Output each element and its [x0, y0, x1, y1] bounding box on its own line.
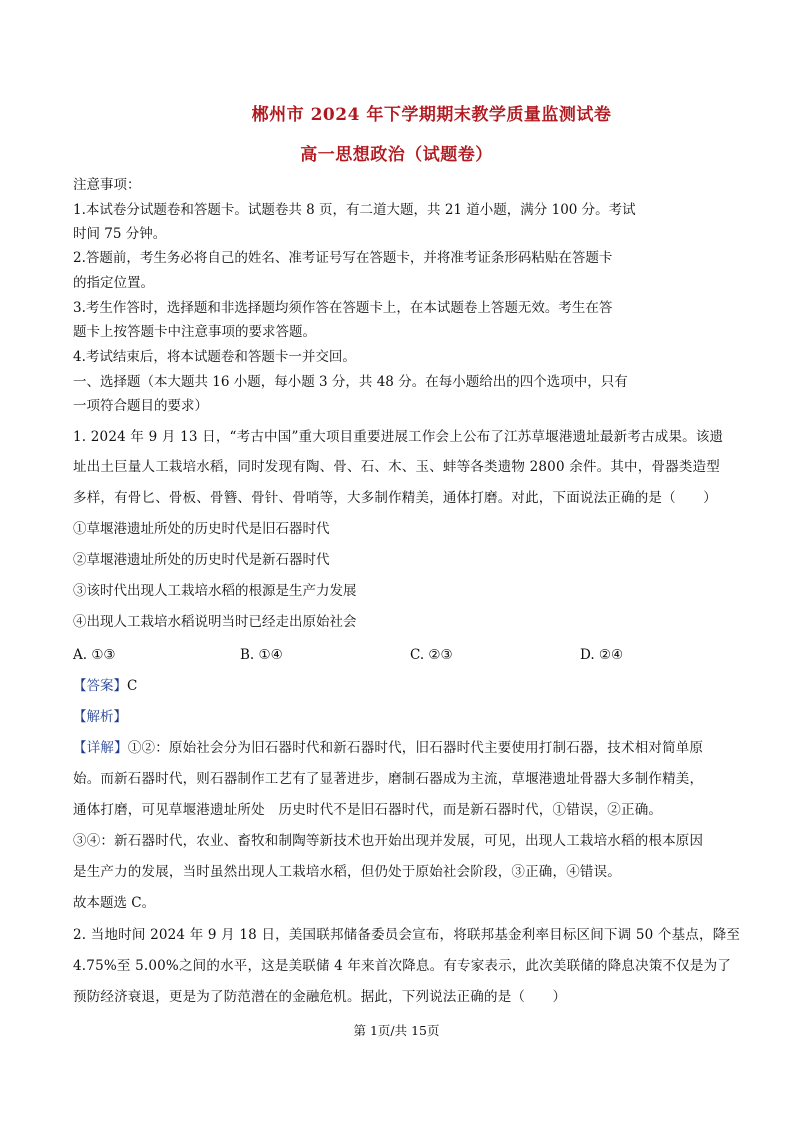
notes-line: 4.考试结束后，将本试题卷和答题卡一并交回。 — [73, 349, 356, 365]
q1-statement: ①草堰港遗址所处的历史时代是旧石器时代 — [73, 521, 330, 537]
q2-stem-line: 2. 当地时间 2024 年 9 月 18 日，美国联邦储备委员会宣布，将联邦基金利率目标区间下调 50 个基点，降至 — [73, 927, 741, 943]
q1-detail-line: 是生产力的发展，当时虽然出现人工栽培水稻，但仍处于原始社会阶段，③正确，④错误。 — [73, 864, 621, 880]
q1-stem-line: 1. 2024 年 9 月 13 日，“考古中国”重大项目重要进展工作会上公布了江苏草堰港遗址最新考古成果。该遗 — [73, 429, 724, 445]
analysis-label: 【解析】 — [73, 709, 127, 725]
detail-label: 【详解】 — [73, 740, 128, 756]
q2-stem-line: 预防经济衰退，更是为了防范潜在的金融危机。据此，下列说法正确的是（ ） — [73, 989, 567, 1005]
answer-label: 【答案】 — [73, 678, 127, 694]
q1-answer — [73, 677, 137, 695]
q1-detail-line: 始。而新石器时代，则石器制作工艺有了显著进步，磨制石器成为主流，草堰港遗址骨器大多制作精美， — [73, 771, 704, 787]
q1-statement: ②草堰港遗址所处的历史时代是新石器时代 — [73, 552, 330, 568]
notes-line: 1.本试卷分试题卷和答题卡。试题卷共 8 页，有二道大题，共 21 道小题，满分 100 分。考试 — [73, 202, 636, 218]
q1-detail-line: 故本题选 C。 — [73, 895, 156, 911]
q1-option-a: A. ①③ — [73, 647, 116, 663]
exam-title: 郴州市 2024 年下学期期末教学质量监测试卷 — [251, 105, 612, 125]
q1-option-b: B. ①④ — [240, 647, 283, 663]
section-heading: 一项符合题目的要求） — [73, 398, 208, 414]
notes-line: 的指定位置。 — [73, 275, 154, 291]
notes-line: 2.答题前，考生务必将自己的姓名、准考证号写在答题卡，并将准考证条形码粘贴在答题卡 — [73, 250, 613, 266]
q1-stem-line: 多样，有骨匕、骨板、骨簪、骨针、骨哨等，大多制作精美，通体打磨。对此，下面说法正确的是（ ） — [73, 490, 717, 506]
detail-text: ①②：原始社会分为旧石器时代和新石器时代，旧石器时代主要使用打制石器，技术相对简单原 — [127, 740, 704, 756]
q2-stem-line: 4.75%至 5.00%之间的水平，这是美联储 4 年来首次降息。有专家表示，此次美联储的降息决策不仅是为了 — [73, 958, 732, 974]
q1-option-c: C. ②③ — [410, 647, 453, 663]
q1-option-d: D. ②④ — [580, 647, 624, 663]
q1-detail-line: 通体打磨，可见草堰港遗址所处 历史时代不是旧石器时代，而是新石器时代，①错误，②正确。 — [73, 802, 663, 818]
notes-line: 时间 75 分钟。 — [73, 226, 167, 242]
q1-statement: ③该时代出现人工栽培水稻的根源是生产力发展 — [73, 583, 357, 599]
notes-line: 3.考生作答时，选择题和非选择题均须作答在答题卡上，在本试题卷上答题无效。考生在答 — [73, 300, 613, 316]
page-footer: 第 1页/共 15页 — [353, 1023, 440, 1038]
section-heading: 一、选择题（本大题共 16 小题，每小题 3 分，共 48 分。在每小题给出的四个选项中，只有 — [73, 374, 628, 390]
q1-detail-line — [73, 739, 703, 757]
exam-subtitle: 高一思想政治（试题卷） — [300, 145, 493, 165]
q1-analysis-label — [73, 708, 127, 726]
notes-line: 题卡上按答题卡中注意事项的要求答题。 — [73, 324, 316, 340]
q1-detail-line: ③④：新石器时代，农业、畜牧和制陶等新技术也开始出现并发展，可见，出现人工栽培水稻的根本原因 — [73, 833, 704, 849]
q1-statement: ④出现人工栽培水稻说明当时已经走出原始社会 — [73, 614, 357, 630]
q1-stem-line: 址出土巨量人工栽培水稻，同时发现有陶、骨、石、木、玉、蚌等各类遗物 2800 余件。其中，骨器类造型 — [73, 459, 720, 475]
answer-value: C — [127, 678, 138, 694]
notes-heading: 注意事项： — [73, 177, 141, 193]
